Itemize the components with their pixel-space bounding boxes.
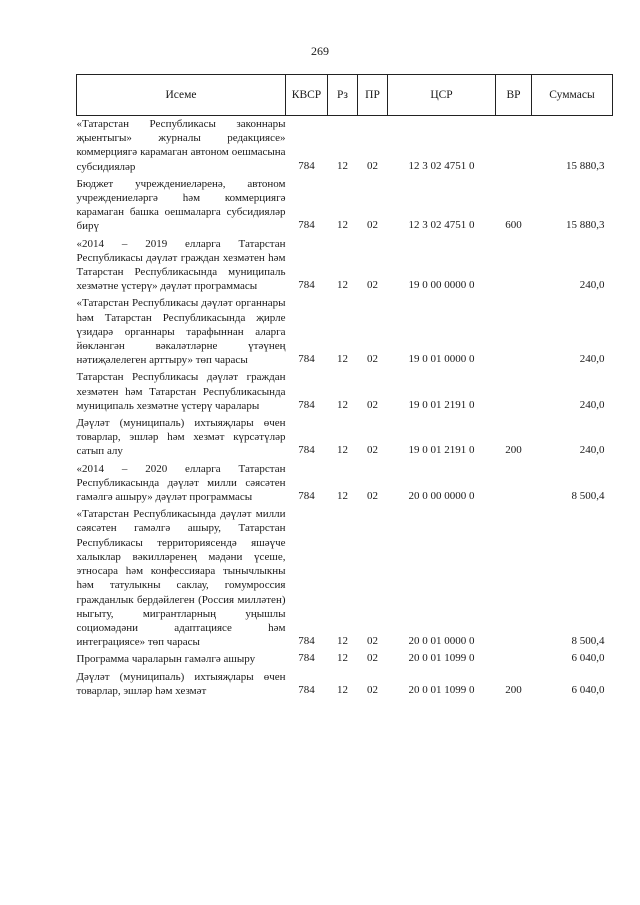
row-pr: 02 <box>367 652 378 665</box>
row-rz: 12 <box>337 398 348 411</box>
row-kvsr: 784 <box>298 444 315 457</box>
row-rz: 12 <box>337 490 348 503</box>
row-kvsr: 784 <box>298 490 315 503</box>
row-csr: 20 0 01 0000 0 <box>408 635 475 648</box>
row-rz: 12 <box>337 652 348 665</box>
row-vr: 200 <box>505 683 522 696</box>
row-csr: 12 3 02 4751 0 <box>408 219 475 232</box>
row-name: «2014 – 2020 елларга Татарстан Республикасында дәүләт милли сәясәтен гамәлгә ашыру» дәүләт программасы <box>76 462 286 504</box>
table-row <box>77 651 613 668</box>
row-vr <box>496 295 532 369</box>
row-kvsr: 784 <box>298 683 315 696</box>
row-csr: 12 3 02 4751 0 <box>408 159 475 172</box>
row-name: «2014 – 2019 елларга Татарстан Республикасы дәүләт граждан хезмәтен һәм Татарстан Республикасында муниципаль хезмәтне үстерү» дәүләт программасы <box>76 237 286 293</box>
row-rz: 12 <box>337 444 348 457</box>
row-name: Татарстан Республикасы дәүләт граждан хезмәтен һәм Татарстан Республикасында муниципаль хезмәтне үстерү чаралары <box>76 371 286 412</box>
row-kvsr: 784 <box>298 159 315 172</box>
row-pr: 02 <box>367 398 378 411</box>
row-vr <box>496 116 532 176</box>
page-number: 269 <box>311 44 329 58</box>
row-sum: 15 880,3 <box>566 219 605 232</box>
row-vr <box>496 651 532 668</box>
row-sum: 6 040,0 <box>571 652 605 665</box>
row-kvsr: 784 <box>298 398 315 411</box>
table-header-row <box>77 75 613 116</box>
row-rz: 12 <box>337 279 348 292</box>
row-vr <box>496 506 532 651</box>
budget-table <box>76 74 613 700</box>
row-rz: 12 <box>337 159 348 172</box>
row-vr: 200 <box>505 444 522 457</box>
table-row <box>77 415 613 461</box>
row-sum: 8 500,4 <box>571 635 605 648</box>
row-pr: 02 <box>367 353 378 366</box>
row-vr: 600 <box>505 219 522 232</box>
row-name: «Татарстан Республикасы дәүләт органнары һәм Татарстан Республикасында җирле үзидарә органнары тарафыннан аларга йөкләнгән вәкаләтләрне үтәүнең нәтиҗәлелеген арттыру» төп чарасы <box>76 297 286 367</box>
table-row <box>77 369 613 415</box>
table-row <box>77 506 613 651</box>
row-csr: 19 0 01 2191 0 <box>408 398 475 411</box>
row-csr: 20 0 00 0000 0 <box>408 490 475 503</box>
row-rz: 12 <box>337 683 348 696</box>
row-kvsr: 784 <box>298 652 315 665</box>
row-sum: 240,0 <box>579 353 605 366</box>
header-pr: ПР <box>358 75 388 116</box>
header-vr: ВР <box>496 75 532 116</box>
row-csr: 20 0 01 1099 0 <box>408 683 475 696</box>
header-rz: Рз <box>328 75 358 116</box>
row-rz: 12 <box>337 635 348 648</box>
row-kvsr: 784 <box>298 635 315 648</box>
row-sum: 240,0 <box>579 444 605 457</box>
table-row <box>77 669 613 700</box>
row-kvsr: 784 <box>298 353 315 366</box>
row-csr: 19 0 01 0000 0 <box>408 353 475 366</box>
row-pr: 02 <box>367 444 378 457</box>
row-name: Бюджет учреждениеләренә, автоном учреждениеләргә һәм коммерциягә карамаган башка оешмаларга субсидияләр бирү <box>76 177 286 233</box>
row-csr: 19 0 00 0000 0 <box>408 279 475 292</box>
row-sum: 6 040,0 <box>571 683 605 696</box>
row-vr <box>496 369 532 415</box>
row-sum: 240,0 <box>579 398 605 411</box>
row-name: «Татарстан Республикасында дәүләт милли сәясәтен гамәлгә ашыру, Татарстан Республикасы территориясендә яшәүче халыклар вәкилләренең мәдәни үсеше, этносара һәм конфессияара тынычлыкны һәм татулыкны саклау, гомумроссия гражданлык бердәйлеген (Россия милләтен) ныгыту, мигрантларның уңышлы социомәдәни адаптациясе һәм интеграциясе» төп чарасы <box>76 508 286 649</box>
row-pr: 02 <box>367 219 378 232</box>
row-pr: 02 <box>367 490 378 503</box>
table-row <box>77 236 613 296</box>
table-row <box>77 295 613 369</box>
row-pr: 02 <box>367 279 378 292</box>
header-name: Исеме <box>77 75 286 116</box>
table-row <box>77 461 613 507</box>
row-pr: 02 <box>367 635 378 648</box>
row-sum: 15 880,3 <box>566 159 605 172</box>
table-row <box>77 116 613 176</box>
row-rz: 12 <box>337 353 348 366</box>
row-sum: 240,0 <box>579 279 605 292</box>
row-name: Дәүләт (муниципаль) ихтыяҗлары өчен товарлар, эшләр һәм хезмәт күрсәтүләр сатып алу <box>76 417 286 458</box>
row-name: «Татарстан Республикасы законнары җыентыгы» журналы редакциясе» коммерциягә карамаган автоном оешмасына субсидияләр <box>76 118 286 173</box>
table-row <box>77 176 613 236</box>
row-pr: 02 <box>367 159 378 172</box>
header-csr: ЦСР <box>388 75 496 116</box>
row-sum: 8 500,4 <box>571 490 605 503</box>
row-name: Дәүләт (муниципаль) ихтыяҗлары өчен товарлар, эшләр һәм хезмәт <box>76 670 286 697</box>
row-pr: 02 <box>367 683 378 696</box>
row-csr: 19 0 01 2191 0 <box>408 444 475 457</box>
row-kvsr: 784 <box>298 279 315 292</box>
header-kvsr: КВСР <box>286 75 328 116</box>
row-kvsr: 784 <box>298 219 315 232</box>
row-vr <box>496 461 532 507</box>
header-sum: Суммасы <box>532 75 613 116</box>
row-rz: 12 <box>337 219 348 232</box>
row-vr <box>496 236 532 296</box>
row-name: Программа чараларын гамәлгә ашыру <box>76 653 256 666</box>
row-csr: 20 0 01 1099 0 <box>408 652 475 665</box>
